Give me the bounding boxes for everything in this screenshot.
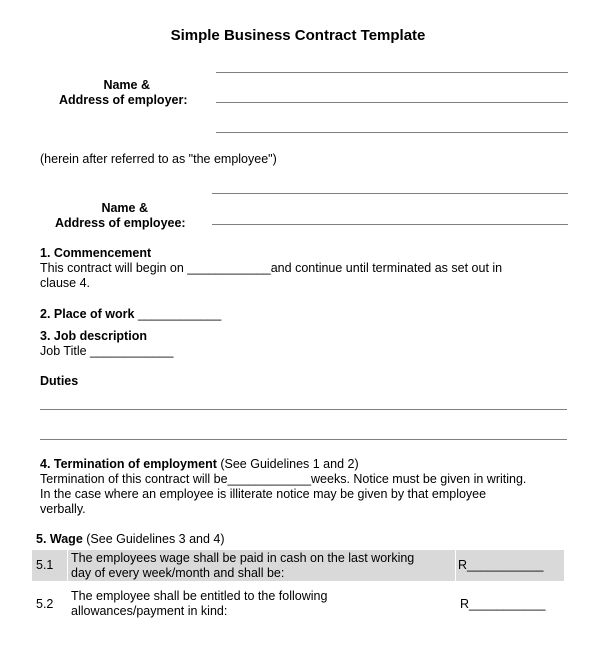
- commencement-text-end: and continue until terminated as set out in: [270, 261, 503, 275]
- termination-text-end: weeks. Notice must be given in writing.: [311, 472, 527, 486]
- wage-row-text-line2: allowances/payment in kind:: [71, 604, 228, 618]
- termination-text-start: Termination of this contract will be: [40, 472, 228, 486]
- commencement-text-start: This contract will begin on: [40, 261, 188, 275]
- termination-text-line1: [40, 472, 526, 487]
- wage-row-text-line1: The employees wage shall be paid in cash on the last working: [71, 551, 415, 565]
- employee-label-line1: Name &: [101, 201, 148, 215]
- job-description-heading: 3. Job description: [40, 329, 147, 343]
- job-title-label: Job Title: [40, 344, 87, 358]
- employee-label-line2: Address of employee:: [55, 216, 186, 230]
- employer-label-line2: Address of employer:: [59, 93, 188, 107]
- wage-heading-row: [36, 532, 225, 546]
- termination-heading-row: [40, 457, 359, 471]
- termination-text-line3: verbally.: [40, 502, 86, 516]
- termination-heading: 4. Termination of employment: [40, 457, 217, 471]
- wage-row-separator: [455, 550, 456, 581]
- employee-field-line-2[interactable]: [212, 224, 568, 225]
- job-title-blank[interactable]: ____________: [86, 344, 174, 358]
- wage-row-text-line1: The employee shall be entitled to the following: [71, 589, 328, 603]
- wage-heading: 5. Wage: [36, 532, 83, 546]
- place-of-work-row: [40, 307, 221, 321]
- termination-guidelines-ref: (See Guidelines 1 and 2): [216, 457, 359, 471]
- job-title-row: [40, 344, 173, 358]
- commencement-text-line2: clause 4.: [40, 276, 91, 290]
- wage-row-number: 5.2: [36, 597, 54, 611]
- wage-guidelines-ref: (See Guidelines 3 and 4): [82, 532, 225, 546]
- commencement-heading: 1. Commencement: [40, 246, 152, 260]
- duties-field-line-1[interactable]: [40, 409, 567, 410]
- employer-field-line-2[interactable]: [216, 102, 568, 103]
- wage-row-amount-blank[interactable]: R___________: [458, 558, 544, 572]
- duties-field-line-2[interactable]: [40, 439, 567, 440]
- document-title: Simple Business Contract Template: [170, 27, 426, 44]
- termination-text-line2: In the case where an employee is illiterate notice may be given by that employee: [40, 487, 487, 501]
- commencement-text-line1: [40, 261, 502, 276]
- termination-weeks-blank[interactable]: ____________: [227, 472, 312, 486]
- commencement-date-blank[interactable]: ____________: [187, 261, 271, 275]
- herein-note: (herein after referred to as "the employee"): [40, 152, 277, 166]
- wage-row-separator: [67, 550, 68, 581]
- employer-field-line-3[interactable]: [216, 132, 568, 133]
- duties-heading: Duties: [40, 374, 79, 388]
- place-of-work-heading: 2. Place of work: [40, 307, 135, 321]
- wage-row-number: 5.1: [36, 558, 54, 572]
- wage-row-text-line2: day of every week/month and shall be:: [71, 566, 285, 580]
- wage-row-amount-blank[interactable]: R___________: [460, 597, 546, 611]
- place-of-work-blank[interactable]: ____________: [134, 307, 222, 321]
- employer-field-line-1[interactable]: [216, 72, 568, 73]
- employee-field-line-1[interactable]: [212, 193, 568, 194]
- employer-label-line1: Name &: [103, 78, 150, 92]
